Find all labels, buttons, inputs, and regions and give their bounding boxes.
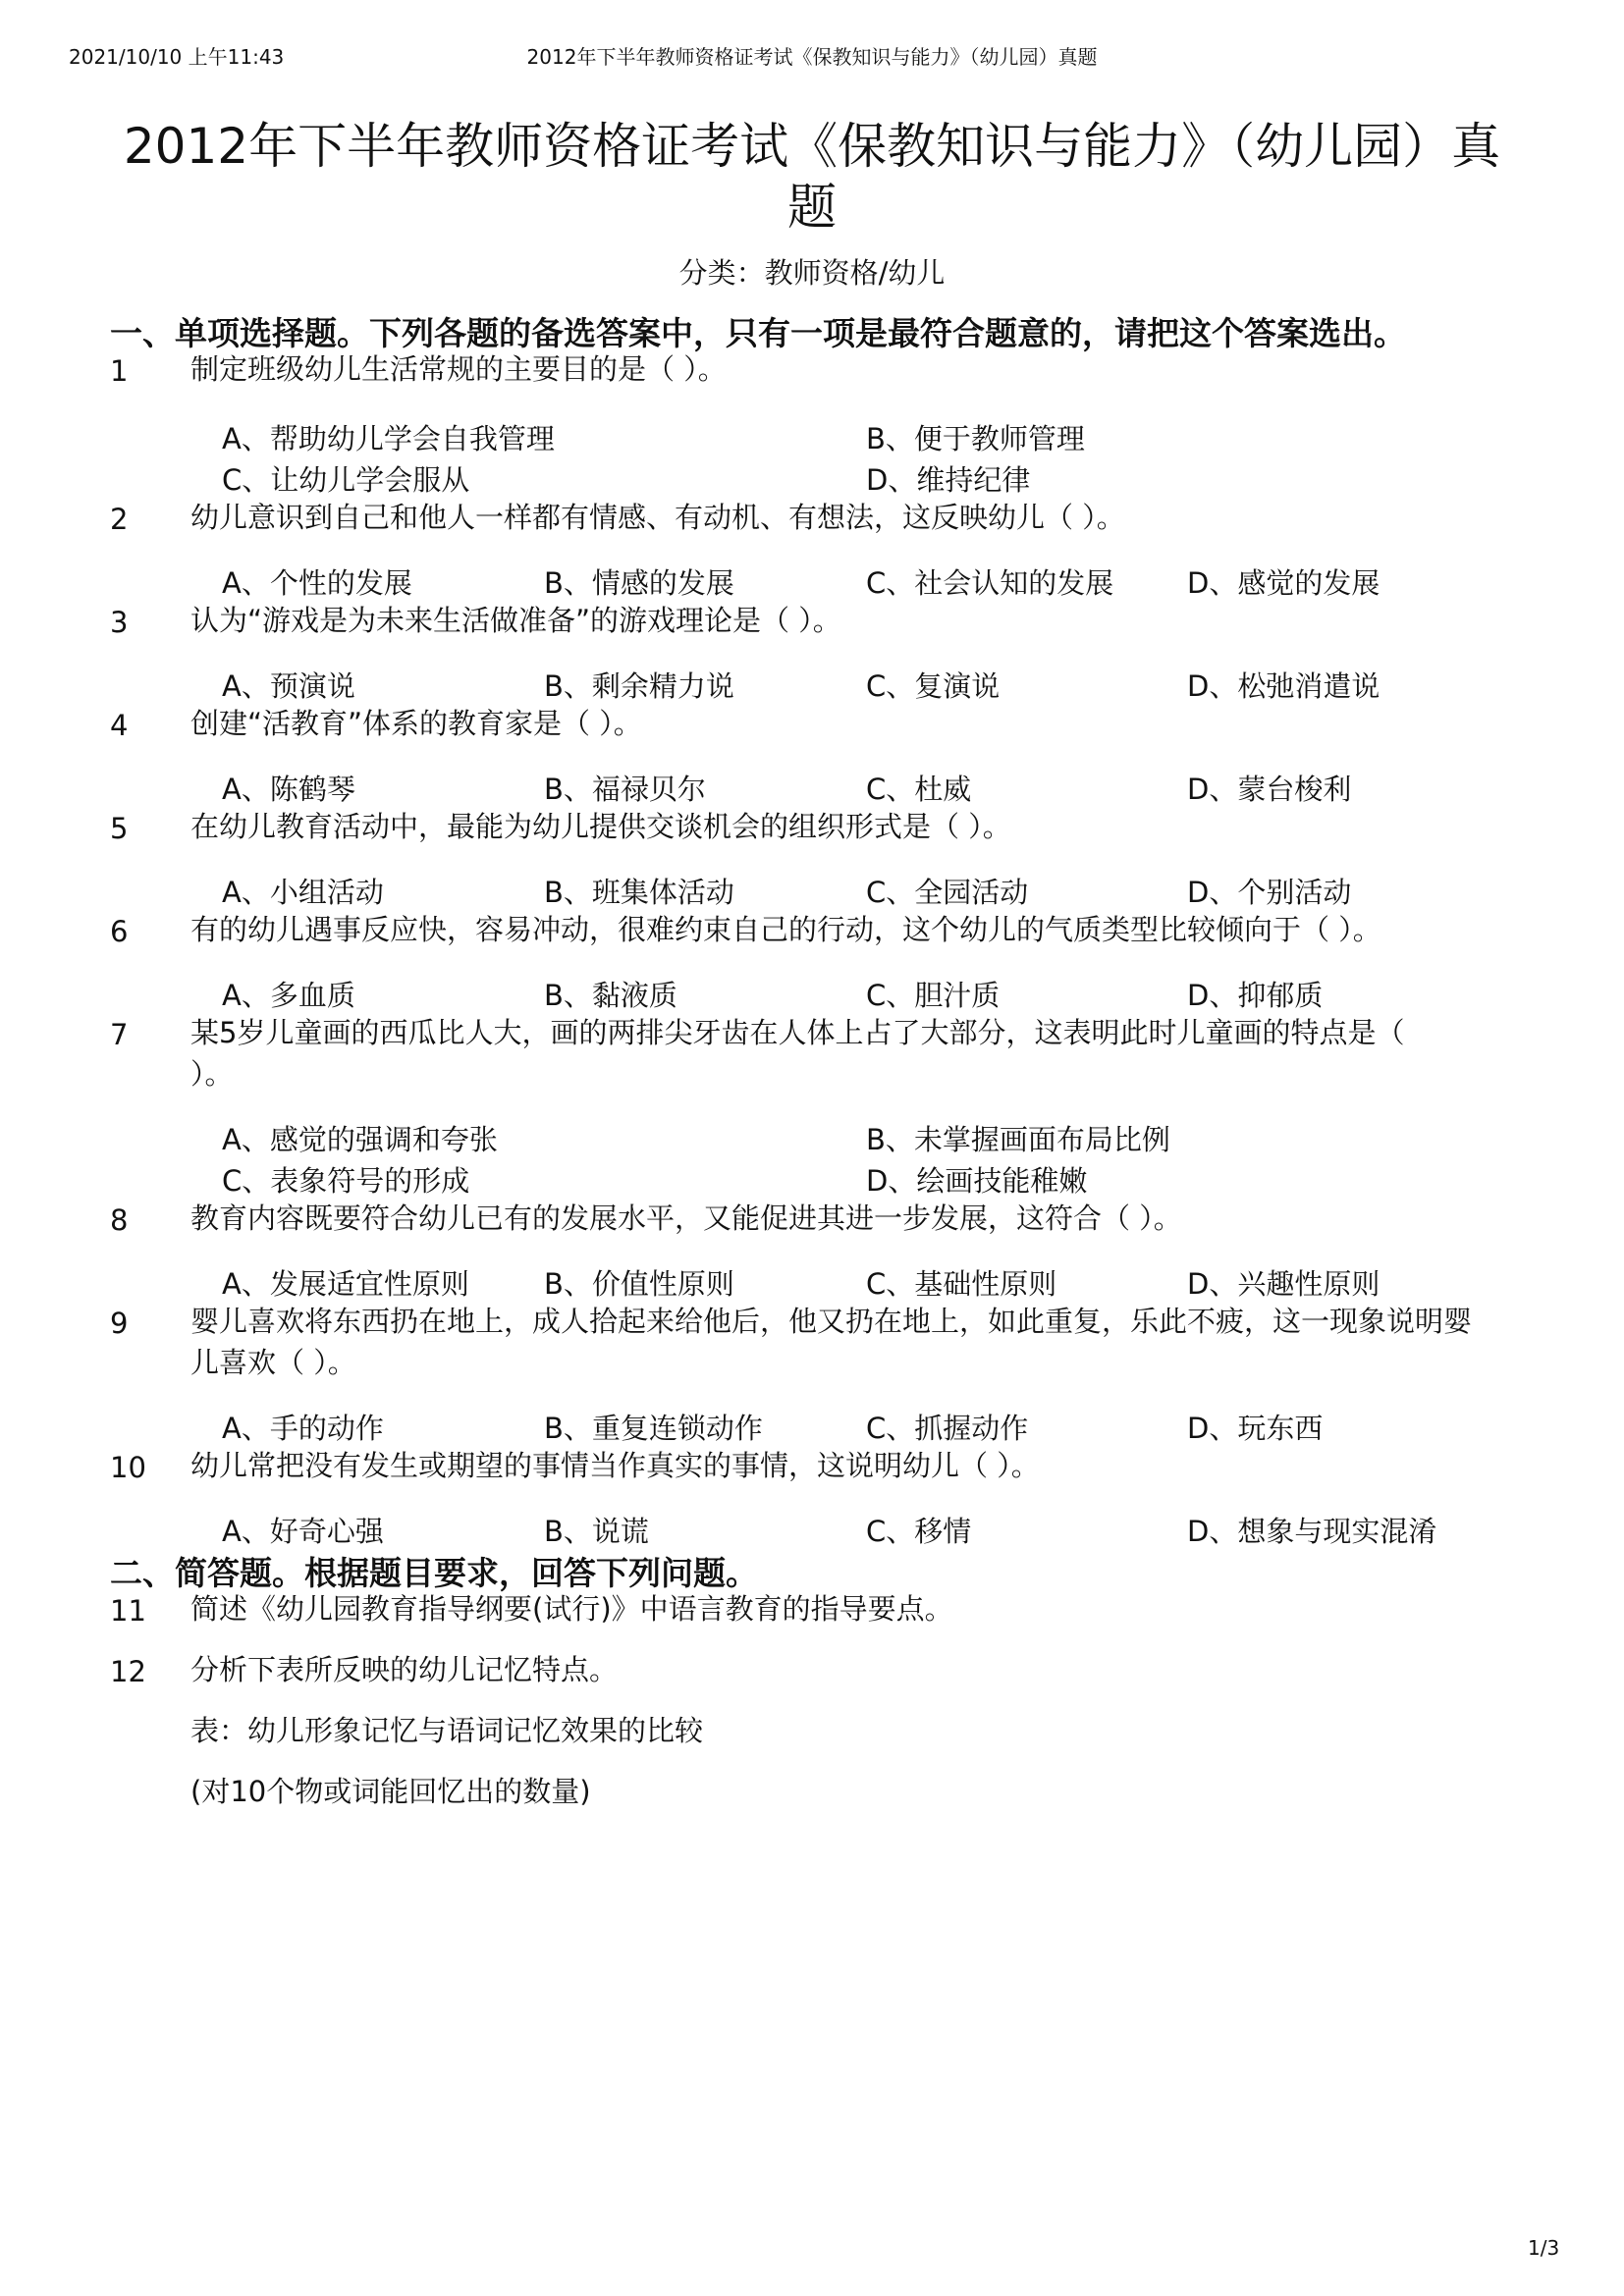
question-number: 1 [110, 354, 129, 388]
section-heading-short-answer: 二、简答题。根据题目要求，回答下列问题。 [110, 1554, 758, 1592]
section-heading-single-choice: 一、单项选择题。下列各题的备选答案中，只有一项是最符合题意的，请把这个答案选出。 [110, 314, 1406, 352]
option-b: B、说谎 [544, 1515, 649, 1548]
question-text: 某5岁儿童画的西瓜比人大，画的两排尖牙齿在人体上占了大部分，这表明此时儿童画的特点是（ ）。 [190, 1016, 1405, 1091]
option-d: D、兴趣性原则 [1187, 1267, 1380, 1301]
option-c: C、全园活动 [866, 876, 1029, 909]
option-b: B、未掌握画面布局比例 [866, 1123, 1170, 1156]
question-number: 7 [110, 1018, 129, 1051]
page-title: 2012年下半年教师资格证考试《保教知识与能力》（幼儿园）真题 [123, 118, 1501, 236]
question-number: 6 [110, 915, 129, 948]
question-number: 8 [110, 1203, 129, 1237]
question-text: 有的幼儿遇事反应快，容易冲动，很难约束自己的行动，这个幼儿的气质类型比较倾向于（ ）。 [190, 913, 1381, 946]
question-number: 10 [110, 1451, 146, 1484]
question-text: 教育内容既要符合幼儿已有的发展水平，又能促进其进一步发展，这符合（ ）。 [190, 1201, 1182, 1235]
option-c: C、社会认知的发展 [866, 566, 1114, 600]
option-d: D、玩东西 [1187, 1412, 1324, 1445]
option-a: A、多血质 [222, 979, 355, 1012]
option-b: B、价值性原则 [544, 1267, 734, 1301]
option-d: D、想象与现实混淆 [1187, 1515, 1437, 1548]
question-number: 5 [110, 812, 129, 845]
option-b: B、班集体活动 [544, 876, 734, 909]
question-text: 婴儿喜欢将东西扔在地上，成人拾起来给他后，他又扔在地上，如此重复，乐此不疲，这一现象说明婴儿喜欢（ ）。 [190, 1305, 1473, 1379]
option-b: B、重复连锁动作 [544, 1412, 763, 1445]
option-d: D、松弛消遣说 [1187, 669, 1380, 703]
option-d: D、抑郁质 [1187, 979, 1324, 1012]
option-d: D、感觉的发展 [1187, 566, 1380, 600]
option-c: C、基础性原则 [866, 1267, 1057, 1301]
question-number: 3 [110, 606, 129, 639]
table-caption: 表：幼儿形象记忆与语词记忆效果的比较 [190, 1714, 704, 1747]
option-d: D、蒙台梭利 [1187, 773, 1352, 806]
option-c: C、让幼儿学会服从 [222, 463, 470, 497]
table-note: (对10个物或词能回忆出的数量) [190, 1775, 591, 1808]
option-b: B、福禄贝尔 [544, 773, 706, 806]
question-number: 9 [110, 1307, 129, 1340]
option-c: C、杜威 [866, 773, 972, 806]
question-text: 分析下表所反映的幼儿记忆特点。 [190, 1653, 619, 1686]
option-d: D、绘画技能稚嫩 [866, 1164, 1088, 1198]
question-number: 11 [110, 1594, 146, 1628]
option-c: C、表象符号的形成 [222, 1164, 470, 1198]
option-b: B、剩余精力说 [544, 669, 734, 703]
option-c: C、胆汁质 [866, 979, 1001, 1012]
option-a: A、陈鹤琴 [222, 773, 355, 806]
option-a: A、预演说 [222, 669, 355, 703]
header-datetime: 2021/10/10 上午11:43 [69, 45, 285, 69]
option-b: B、便于教师管理 [866, 422, 1085, 455]
question-number: 4 [110, 709, 129, 742]
option-a: A、发展适宜性原则 [222, 1267, 469, 1301]
question-text: 幼儿意识到自己和他人一样都有情感、有动机、有想法，这反映幼儿（ ）。 [190, 501, 1125, 534]
option-a: A、感觉的强调和夸张 [222, 1123, 498, 1156]
option-b: B、情感的发展 [544, 566, 734, 600]
option-a: A、小组活动 [222, 876, 384, 909]
option-c: C、移情 [866, 1515, 972, 1548]
option-b: B、黏液质 [544, 979, 677, 1012]
option-d: D、维持纪律 [866, 463, 1031, 497]
option-d: D、个别活动 [1187, 876, 1352, 909]
header-doc-title: 2012年下半年教师资格证考试《保教知识与能力》（幼儿园）真题 [526, 45, 1098, 69]
option-a: A、帮助幼儿学会自我管理 [222, 422, 555, 455]
question-text: 认为“游戏是为未来生活做准备”的游戏理论是（ ）。 [190, 604, 841, 637]
option-a: A、手的动作 [222, 1412, 384, 1445]
question-number: 2 [110, 503, 129, 536]
option-c: C、抓握动作 [866, 1412, 1029, 1445]
question-text: 创建“活教育”体系的教育家是（ ）。 [190, 707, 642, 740]
question-text: 在幼儿教育活动中，最能为幼儿提供交谈机会的组织形式是（ ）。 [190, 810, 1011, 843]
question-text: 简述《幼儿园教育指导纲要(试行)》中语言教育的指导要点。 [190, 1592, 953, 1626]
question-text: 幼儿常把没有发生或期望的事情当作真实的事情，这说明幼儿（ ）。 [190, 1449, 1040, 1482]
page-number: 1/3 [1528, 2236, 1560, 2260]
option-a: A、个性的发展 [222, 566, 412, 600]
category-label: 分类：教师资格/幼儿 [678, 256, 946, 290]
question-text: 制定班级幼儿生活常规的主要目的是（ ）。 [190, 352, 727, 386]
option-c: C、复演说 [866, 669, 1001, 703]
option-a: A、好奇心强 [222, 1515, 384, 1548]
question-number: 12 [110, 1655, 146, 1688]
